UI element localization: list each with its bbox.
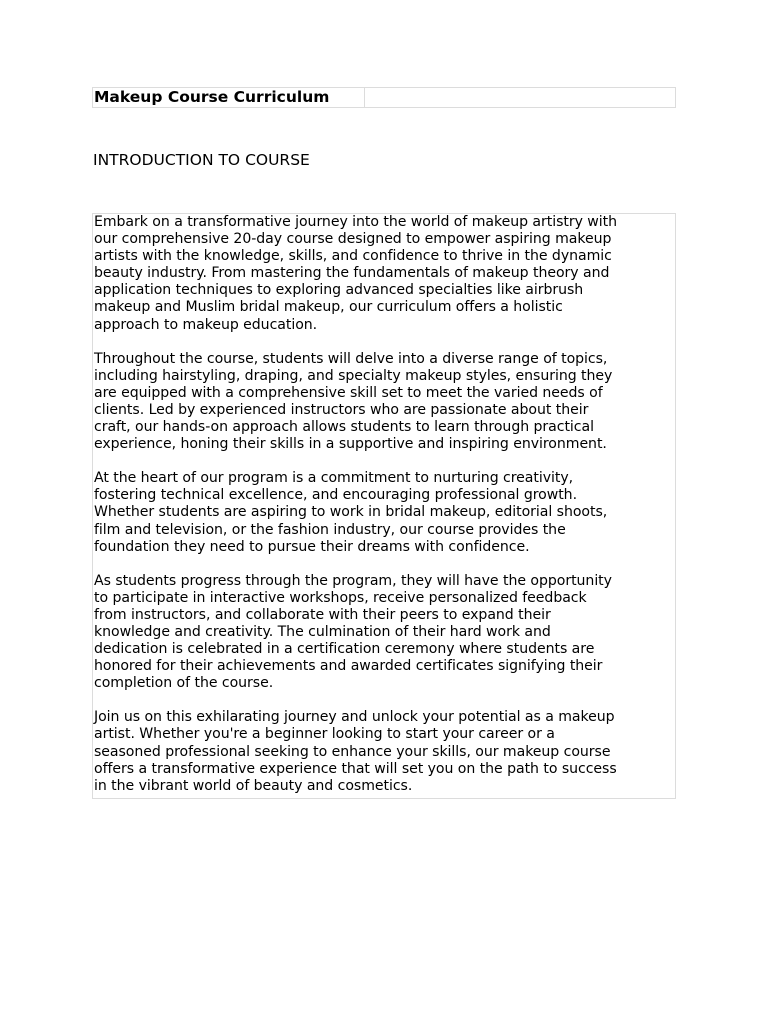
text-line: beauty industry. From mastering the fundamentals of makeup theory and xyxy=(94,265,610,282)
text-line: honored for their achievements and awarded certificates signifying their xyxy=(94,658,603,675)
text-line: artist. Whether you're a beginner looking to start your career or a xyxy=(94,726,555,743)
title-table xyxy=(92,87,676,108)
text-line: fostering technical excellence, and encouraging professional growth. xyxy=(94,487,577,504)
text-line: clients. Led by experienced instructors who are passionate about their xyxy=(94,401,589,418)
text-line: approach to makeup education. xyxy=(94,316,318,333)
text-line: experience, honing their skills in a supportive and inspiring environment. xyxy=(94,436,607,453)
text-line: Join us on this exhilarating journey and unlock your potential as a makeup xyxy=(94,709,615,726)
paragraph-3 xyxy=(94,470,675,555)
document-title: Makeup Course Curriculum xyxy=(93,88,365,107)
text-line: from instructors, and collaborate with their peers to expand their xyxy=(94,606,551,623)
text-line: to participate in interactive workshops, receive personalized feedback xyxy=(94,589,587,606)
paragraph-2 xyxy=(94,351,675,454)
text-line: in the vibrant world of beauty and cosmetics. xyxy=(94,777,413,794)
text-line: foundation they need to pursue their dreams with confidence. xyxy=(94,538,530,555)
text-line: our comprehensive 20-day course designed to empower aspiring makeup xyxy=(94,231,612,248)
paragraph-4 xyxy=(94,573,675,693)
text-line: including hairstyling, draping, and specialty makeup styles, ensuring they xyxy=(94,367,613,384)
text-line: completion of the course. xyxy=(94,675,274,692)
paragraph-5 xyxy=(94,709,675,794)
text-line: Whether students are aspiring to work in bridal makeup, editorial shoots, xyxy=(94,504,608,521)
text-line: makeup and Muslim bridal makeup, our curriculum offers a holistic xyxy=(94,299,563,316)
text-line: craft, our hands-on approach allows students to learn through practical xyxy=(94,419,594,436)
text-line: Embark on a transformative journey into the world of makeup artistry with xyxy=(94,214,618,230)
text-line: As students progress through the program, they will have the opportunity xyxy=(94,572,612,589)
text-line: artists with the knowledge, skills, and confidence to thrive in the dynamic xyxy=(94,248,612,265)
text-line: dedication is celebrated in a certification ceremony where students are xyxy=(94,641,595,658)
text-line: are equipped with a comprehensive skill set to meet the varied needs of xyxy=(94,384,603,401)
text-line: knowledge and creativity. The culmination of their hard work and xyxy=(94,623,551,640)
text-line: application techniques to exploring advanced specialties like airbrush xyxy=(94,282,584,299)
course-description-box xyxy=(92,213,676,799)
text-line: Throughout the course, students will delve into a diverse range of topics, xyxy=(94,350,608,367)
text-line: film and television, or the fashion industry, our course provides the xyxy=(94,521,566,538)
section-heading: INTRODUCTION TO COURSE xyxy=(93,151,310,169)
text-line: offers a transformative experience that will set you on the path to success xyxy=(94,760,617,777)
title-empty-cell xyxy=(365,88,675,107)
text-line: seasoned professional seeking to enhance your skills, our makeup course xyxy=(94,743,611,760)
text-line: At the heart of our program is a commitment to nurturing creativity, xyxy=(94,470,574,487)
paragraph-1 xyxy=(94,214,675,334)
